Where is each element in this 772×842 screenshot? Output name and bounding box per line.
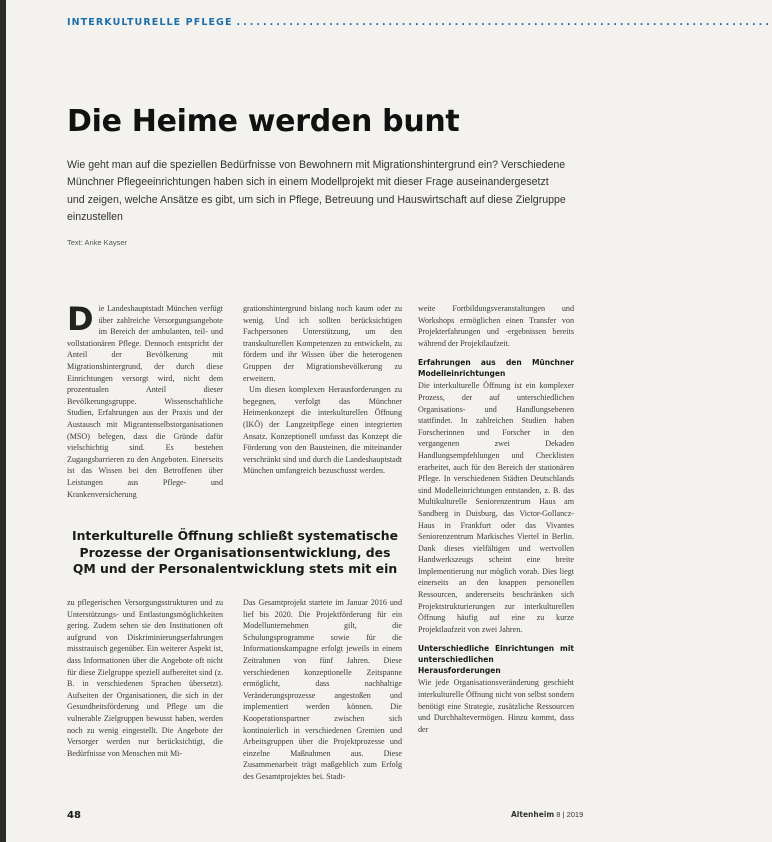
section-rubric [67,17,772,28]
paragraph: Wie jede Organisationsveränderung geschieht interkulturelle Öffnung nicht von selbst sondern benötigt eine Strategie, zusätzliche Ressourcen und Durchhaltevermögen. Hinzu kommt, dass der [418,678,574,734]
intro-paragraph [67,300,223,500]
article-lead: Wie geht man auf die speziellen Bedürfnisse von Bewohnern mit Migrationshintergrund ein? Verschiedene Münchner Pflegeeinrichtungen haben sich in einem Modellprojekt mit dieser Frage auseinandergesetzt und zeigen, welche Ansätze es gibt, um sich in Pflege, Betreuung und Hauswirtschaft auf diese Zielgruppe einzustellen [67,159,566,224]
issue-number: 8 | 2019 [556,810,584,819]
column-1-bottom [67,597,223,759]
subheading: Erfahrungen aus den Münchner Modelleinrichtungen [418,358,574,379]
page-binding-edge [0,0,6,842]
subheading: Unterschiedliche Einrichtungen mit unterschiedlichen Herausforderungen [418,644,574,676]
footer-source [511,810,583,819]
paragraph: weite Fortbildungsveranstaltungen und Workshops ermöglichen einen Transfer von Projekterfahrungen und -ergebnissen bereits während der Projektlaufzeit. [418,304,574,348]
article-title: Die Heime werden bunt [67,104,460,139]
drop-cap: D [67,300,94,338]
pull-quote: Interkulturelle Öffnung schließt systematische Prozesse der Organisationsentwicklung, des QM und der Personalentwicklung stets mit ein [72,528,398,577]
paragraph: Um diesen komplexen Herausforderungen zu begegnen, verfolgt das Münchner Heimenkonzept die interkulturellen Öffnung (IKÖ) der Langzeitpflege einen integrierten Ansatz. Konzeptionell umfasst das Konzept die Förderung von den Bausteinen, die miteinander verschränkt sind und durch die Landeshauptstadt München umfangreich bezuschusst werden. [243,385,402,476]
article-byline: Text: Anke Kayser [67,238,128,247]
page-number: 48 [67,810,81,821]
column-2-bottom [243,597,402,783]
paragraph: Das Gesamtprojekt startete im Januar 2016 und lief bis 2020. Die Projektförderung für ein Modellunternehmen gilt, die Schulungsprogramme sowie für die Informationskampagne erfolgt jeweils in einem Zeitrahmen von fünf Jahren. Diese verschiedenen konzeptionelle Zeitspanne ermöglicht, dass nachhaltige Veränderungsprozesse angestoßen und implementiert werden können. Die Kooperationspartner zwischen sich kontinuierlich in verschiedenen Gremien und Arbeitsgruppen über die Projektprozesse und einzelne Maßnahmen aus. Diese Zusammenarbeit trägt maßgeblich zum Erfolg des Gesamtprojektes bei. Stadt- [243,598,402,781]
intro-text: ie Landeshauptstadt München verfügt über zahlreiche Versorgungsangebote im Bereich der ambulanten, teil- und vollstationären Pflege. Dennoch entspricht der Anteil der Bevölkerung mit Migrationshintergrund, der durch diese Einrichtungen versorgt wird, nicht dem prozentualen Anteil dieser Bevölkerungsgruppe. Wissenschaftliche Studien, Erfahrungen aus der Praxis und der Austausch mit Migrantenselbstorganisationen (MSO) belegen, dass die Gründe dafür vielschichtig sind. Es bestehen Zugangsbarrieren zu den Angeboten. Einerseits ist das Wissen bei den Betroffenen über Leistungen aus Pflege- und Krankenversicherung [67,304,223,499]
column-2-top [243,303,402,477]
rubric-dotted-rule: ................................................................................. [236,17,772,28]
paragraph: zu pflegerischen Versorgungsstrukturen und zu Unterstützungs- und Entlastungsmöglichkeiten gering. Zudem sehen sie den Institutionen oft aufgrund von Diskriminierungserfahrungen misstrauisch gegenüber. Ein weiterer Aspekt ist, dass Informationen über die Angebote oft nicht für diese Zielgruppe speziell aufbereitet sind (z. B. in verschiedenen Sprachen übersetzt). Aufseiten der Organisationen, die sich in der Gesundheitsförderung und Pflege um die vulnerable Zielgruppen bewusst haben, werden noch zu wenig eingestellt. Die Angebote der Versorger werden nur berücksichtigt, die Bedürfnisse von Menschen mit Mi- [67,598,223,758]
paragraph: Die interkulturelle Öffnung ist ein komplexer Prozess, der auf unterschiedlichen Organisations- und Handlungsebenen stattfindet. In zahlreichen Studien haben Forscherinnen und Forscher in den vergangenen zwei Dekaden Handlungsempfehlungen und Checklisten erarbeitet, auch für den Bereich der stationären Pflege. In verschiedenen Städten Deutschlands sind Modelleinrichtungen entstanden, z. B. das Multikulturelle Seniorenzentrum Haus am Sandberg in Duisburg, das Victor-Gollancz-Haus in Frankfurt oder das Vivantes Seniorenzentrum Markisches Viertel in Berlin. Dank dieses vielfältigen und wertvollen Handwerkszeugs scheint eine breite Implementierung nur möglich vorab. Dies liegt einerseits an den knappen personellen Ressourcen, andererseits beschränken sich Projektstrukturierungen zur interkulturellen Öffnung häufig auf eine zu kurze Projektlaufzeit von zwei Jahren. [418,381,574,634]
rubric-label: INTERKULTURELLE PFLEGE [67,17,233,28]
paragraph: grationshintergrund bislang noch kaum oder zu wenig. Und ich sollten berücksichtigen Fachpersonen Unterstützung, um den transkulturellen Kompetenzen zu entwickeln, zu fördern und ihr Wissen über die heterogenen Gruppen der Migrationsbevölkerung zu erweitern. [243,304,402,383]
column-3 [418,303,574,735]
column-1-top [67,300,223,500]
magazine-name: Altenheim [511,810,555,819]
